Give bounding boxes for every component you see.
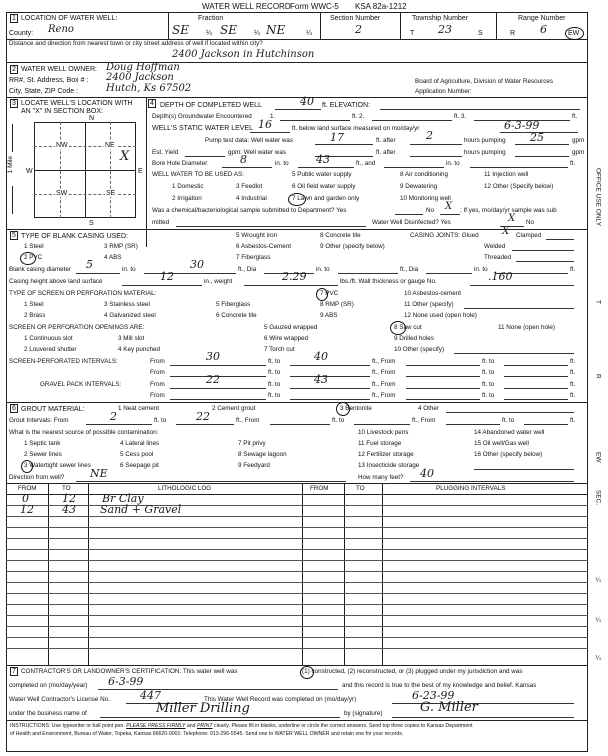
- how-many-feet-label: How many feet?: [358, 474, 404, 481]
- gravel-ft-from: ft., From: [372, 381, 396, 388]
- blank-ft-3: ft.: [570, 266, 576, 273]
- casing-option: 9 Other (specify below): [320, 243, 385, 250]
- signature-label: by (signature): [344, 710, 383, 717]
- use-option: 4 Industrial: [236, 195, 267, 202]
- blank-diameter-label: Blank casing diameter: [9, 266, 71, 273]
- range-value: 6: [540, 23, 547, 36]
- contam-option: 9 Feedyard: [238, 462, 270, 469]
- one-mile-label: 1 Mile: [7, 156, 14, 174]
- gravel-ft-2: ft.: [570, 392, 576, 399]
- section-box-w: W: [26, 168, 33, 175]
- casing-pvc-circle: [20, 252, 36, 265]
- section-box-e: E: [138, 168, 143, 175]
- grout-option: 3 Bentonite: [340, 405, 372, 412]
- owner-value: Doug Hoffman: [106, 62, 180, 73]
- gravel-ft-to: ft. to: [268, 381, 281, 388]
- grout-material-label: GROUT MATERIAL:: [21, 406, 85, 413]
- contam-option: 1 Septic tank: [24, 440, 61, 447]
- screen-option: 12 None used (open hole): [404, 312, 477, 319]
- depth-value: 40: [300, 95, 314, 108]
- license-value: 447: [140, 689, 161, 702]
- opening-option: 6 Wire wrapped: [264, 335, 309, 342]
- perf-ft-from: ft., From: [372, 358, 396, 365]
- gw-2: ft. 2.: [352, 113, 365, 120]
- form-title: WATER WELL RECORD: [202, 2, 291, 11]
- opening-option: 11 None (open hole): [498, 324, 555, 331]
- fraction-3: NE: [266, 23, 286, 37]
- use-option: 7 Lawn and garden only: [292, 195, 360, 202]
- casing-option: 3 RMP (SR): [104, 243, 138, 250]
- log-header-from: FROM: [18, 485, 37, 492]
- grout-ft: ft.: [570, 417, 576, 424]
- township-value: 23: [438, 23, 452, 36]
- opening-option: 9 Drilled holes: [394, 335, 434, 342]
- contam-option: 7 Pit privy: [238, 440, 266, 447]
- screen-option: 7 PVC: [320, 290, 339, 297]
- use-option: 10 Monitoring well: [400, 195, 451, 202]
- chem-rest: ; If yes, mo/day/yr sample was sub: [460, 207, 557, 214]
- blank-diameter-value: 5: [86, 258, 93, 271]
- est-gpm-label: gpm: Well water was: [228, 149, 286, 156]
- section-4-number: 4: [150, 100, 154, 107]
- pump-hours: 2: [426, 129, 433, 142]
- contam-option: 10 Livestock pens: [358, 429, 409, 436]
- openings-label: SCREEN OR PERFORATION OPENINGS ARE:: [9, 324, 145, 331]
- gpm-label: gpm: [572, 137, 585, 144]
- gw-ft: ft.: [572, 113, 578, 120]
- side-t-label: T: [594, 300, 602, 304]
- joints-threaded: Threaded: [484, 254, 511, 261]
- casing-option: 7 Fiberglass: [236, 254, 271, 261]
- contam-option: 5 Cess pool: [120, 451, 154, 458]
- opening-option: 10 Other (specify): [394, 346, 445, 353]
- static-level-label: WELL'S STATIC WATER LEVEL: [152, 125, 254, 132]
- grout-ft-to-2: ft. to: [332, 417, 345, 424]
- screen-option: 1 Steel: [24, 301, 44, 308]
- disinfected-label: Water Well Disinfected? Yes: [372, 219, 451, 226]
- casing-option: 8 Concrete tile: [320, 232, 361, 239]
- perforated-intervals-label: SCREEN-PERFORATED INTERVALS:: [9, 358, 118, 365]
- gravel-from-label-2: From: [150, 392, 165, 399]
- license-label: Water Well Contractor's License No.: [9, 696, 110, 703]
- gauge-value: .160: [488, 270, 513, 283]
- opening-option: 1 Continuous slot: [24, 335, 73, 342]
- blank-ft-dia: ft., Dia: [238, 266, 257, 273]
- casing-height-label: Casing height above land surface: [9, 278, 103, 285]
- section-2-number: 2: [12, 66, 16, 73]
- grout-intervals-label: Grout Intervals: From: [9, 417, 69, 424]
- opening-option: 4 Key punched: [118, 346, 161, 353]
- gravel-from-label: From: [150, 381, 165, 388]
- wall-thickness-label: lbs./ft. Wall thickness or gauge No.: [340, 278, 437, 285]
- instructions-and: and: [186, 723, 196, 729]
- static-level-value: 16: [258, 118, 272, 131]
- section-1-number: 1: [12, 15, 16, 22]
- casing-option: 2 PVC: [24, 254, 43, 261]
- log-row-0-from: 0: [22, 492, 29, 505]
- contam-option: 6 Seepage pit: [120, 462, 159, 469]
- casing-option: 6 Asbestos-Cement: [236, 243, 291, 250]
- log-row-1-to: 43: [62, 503, 76, 516]
- completed-on-value: 6-3-99: [108, 675, 144, 688]
- side-ew-label: EW: [594, 452, 602, 463]
- gravel-ft-to-3: ft. to: [268, 392, 281, 399]
- contam-option: 11 Fuel storage: [358, 440, 402, 447]
- contam-option: 16 Other (specify below): [474, 451, 543, 458]
- perf-from-value: 30: [206, 350, 220, 363]
- business-name-label: under the business name of: [9, 710, 87, 717]
- quarter-mark-1: ¼: [206, 30, 212, 37]
- bore-hole-label: Bore Hole Diameter: [152, 160, 208, 167]
- section-number-value: 2: [355, 23, 362, 36]
- grout-bentonite-circle: [336, 402, 350, 416]
- screen-option: 8 RMP (SR): [320, 301, 354, 308]
- gw-3: ft. 3.: [454, 113, 467, 120]
- use-option: 12 Other (Specify below): [484, 183, 554, 190]
- contam-option: 4 Lateral lines: [120, 440, 160, 447]
- township-s: S: [478, 30, 483, 37]
- perf-from-label-2: From: [150, 369, 165, 376]
- casing-weight-label: in., weight: [204, 278, 233, 285]
- instructions-line-1: [10, 724, 473, 729]
- bore-ft-and: ft., and: [356, 160, 376, 167]
- instructions-text: INSTRUCTIONS: Use typewriter or ball point pen.: [10, 723, 125, 729]
- gravel-ft: ft.: [570, 381, 576, 388]
- range-direction: EW: [568, 30, 580, 37]
- est-after: ft. after: [376, 149, 396, 156]
- grout-ft-to-3: ft. to: [502, 417, 515, 424]
- screen-pvc-circle: [316, 288, 328, 301]
- casing-joints-label: CASING JOINTS: Glued: [410, 232, 479, 239]
- chem-mitted: mitted: [152, 219, 170, 226]
- quadrant-se: SE: [106, 190, 116, 197]
- hours-pumping: hours pumping: [464, 137, 506, 144]
- instructions-print: PRINT: [196, 723, 213, 729]
- county-value: Reno: [48, 24, 74, 35]
- use-option: 3 Feedlot: [236, 183, 263, 190]
- static-date: 6-3-99: [504, 119, 540, 132]
- instructions-line-2: of Health and Environment, Bureau of Water, Topeka, Kansas 66620-0001: Telephone: 913-296-5545. Send one to WATER WELL OWNER and retain one for your records.: [10, 731, 404, 737]
- perf-ft-2: ft.: [570, 369, 576, 376]
- certification-label: CONTRACTOR'S OR LANDOWNER'S CERTIFICATION: This water well was: [21, 668, 238, 675]
- contam-watertight-circle: [21, 460, 33, 473]
- use-option: 8 Air conditioning: [400, 171, 448, 178]
- section-7-number: 7: [12, 668, 16, 675]
- grout-option: 2 Cement grout: [212, 405, 256, 412]
- casing-option: 4 ABS: [104, 254, 122, 261]
- casing-option: 1 Steel: [24, 243, 44, 250]
- opening-option: 2 Louvered shutter: [24, 346, 77, 353]
- record-completed-label: This Water Well Record was completed on (mo/day/yr): [204, 696, 357, 703]
- board-label: Board of Agriculture, Division of Water Resources: [415, 78, 554, 85]
- screen-option: 3 Stainless steel: [104, 301, 150, 308]
- section-number-label: Section Number: [330, 15, 381, 22]
- screen-option: 2 Brass: [24, 312, 46, 319]
- section-3-number: 3: [12, 100, 16, 107]
- screen-option: 4 Galvanized steel: [104, 312, 156, 319]
- side-quarter-3: ¼: [594, 655, 602, 662]
- use-option: 11 Injection well: [484, 171, 529, 178]
- log-row-1-desc: Sand + Gravel: [100, 503, 182, 516]
- quadrant-nw: NW: [56, 142, 68, 149]
- perf-from-label: From: [150, 358, 165, 365]
- side-quarter-1: ¼: [594, 577, 602, 584]
- contam-option: 12 Fertilizer storage: [358, 451, 414, 458]
- log-header-to: TO: [62, 485, 71, 492]
- perf-ft-to-3: ft. to: [268, 369, 281, 376]
- opening-option: 7 Torch cut: [264, 346, 295, 353]
- blank-in-to-3: in. to: [474, 266, 488, 273]
- casing-option: 5 Wrought iron: [236, 232, 278, 239]
- joints-clamped: Clamped: [516, 232, 542, 239]
- perf-ft-to-4: ft. to: [482, 369, 495, 376]
- range-r: R: [510, 30, 516, 37]
- disinfected-no: No: [526, 219, 535, 226]
- perf-ft-to-2: ft. to: [482, 358, 495, 365]
- static-below-label: ft. below land surface measured on mo/day/yr: [292, 125, 420, 132]
- grout-ft-from-2: ft., From: [412, 417, 436, 424]
- log-header-lithologic: LITHOLOGIC LOG: [158, 485, 212, 492]
- disinfected-x: X: [508, 213, 516, 224]
- est-yield-label: Est. Yield: [152, 149, 179, 156]
- casing-type-label: TYPE OF BLANK CASING USED:: [21, 233, 128, 240]
- gravel-ft-to-4: ft. to: [482, 392, 495, 399]
- section-box-s: S: [89, 220, 94, 227]
- grout-to-value: 22: [196, 410, 210, 423]
- est-hours-pumping: hours pumping: [464, 149, 506, 156]
- contam-option: 14 Abandoned water well: [474, 429, 545, 436]
- fraction-label: Fraction: [198, 15, 224, 22]
- fraction-1: SE: [172, 23, 189, 37]
- section-5-number: 5: [12, 232, 16, 239]
- chem-x: X: [445, 201, 453, 212]
- distance-value: 2400 Jackson in Hutchinson: [172, 49, 315, 60]
- bore-in-to: in. to: [275, 160, 289, 167]
- contam-option: 2 Sewer lines: [24, 451, 62, 458]
- log-header-plug-to: TO: [356, 485, 365, 492]
- direction-label: Direction from well?: [9, 474, 65, 481]
- county-label: County:: [9, 30, 34, 37]
- business-name-value: Miller Drilling: [156, 701, 250, 716]
- perf-ft: ft.: [570, 358, 576, 365]
- opening-option: 5 Gauzed wrapped: [264, 324, 318, 331]
- office-use-only-label: OFFICE USE ONLY: [594, 168, 602, 227]
- chem-no: No: [426, 207, 435, 214]
- range-direction-circle: [565, 27, 584, 40]
- grout-ft-from: ft., From: [236, 417, 260, 424]
- gravel-to-value: 43: [314, 373, 328, 386]
- grout-option: 1 Neat cement: [118, 405, 159, 412]
- bore-in-to-2: in. to: [446, 160, 460, 167]
- address-value: 2400 Jackson: [106, 72, 174, 83]
- casing-weight-value: 2.29: [282, 270, 307, 283]
- joints-x: X: [502, 226, 510, 237]
- pump-after: ft. after: [376, 137, 396, 144]
- log-row-0-desc: Br Clay: [102, 492, 144, 505]
- perf-ft-from-2: ft., From: [372, 369, 396, 376]
- form-number: Form WWC-5: [290, 2, 339, 11]
- gravel-ft-from-2: ft., From: [372, 392, 396, 399]
- opening-option: 8 Saw cut: [394, 324, 422, 331]
- city-value: Hutch, Ks 67502: [106, 83, 192, 94]
- quadrant-sw: SW: [56, 190, 68, 197]
- contamination-label: What is the nearest source of possible contamination:: [9, 429, 159, 436]
- perf-to-value: 40: [314, 350, 328, 363]
- log-row-0-to: 12: [62, 492, 76, 505]
- use-option: 6 Oil field water supply: [292, 183, 356, 190]
- screen-option: 5 Fiberglass: [216, 301, 251, 308]
- gravel-from-value: 22: [206, 373, 220, 386]
- application-number-label: Application Number:: [415, 88, 472, 95]
- use-option: 9 Dewatering: [400, 183, 438, 190]
- side-quarter-2: ¼: [594, 617, 602, 624]
- opening-option: 3 Mill slot: [118, 335, 145, 342]
- log-header-plugging: PLUGGING INTERVALS: [436, 485, 506, 492]
- address-label: RR#, St. Address, Box # :: [9, 77, 89, 84]
- grout-from-value: 2: [110, 410, 117, 423]
- use-option: 1 Domestic: [172, 183, 204, 190]
- pump-gpm: 25: [530, 131, 544, 144]
- owner-label: WATER WELL OWNER:: [21, 66, 97, 73]
- pump-test-label: Pump test data: Well water was: [205, 137, 294, 144]
- screen-option: 11 Other (specify): [404, 301, 454, 308]
- township-t: T: [410, 30, 415, 37]
- screen-option: 10 Asbestos-cement: [404, 290, 462, 297]
- quarter-mark-2: ¼: [254, 30, 260, 37]
- side-sec-label: SEC.: [594, 490, 602, 506]
- contam-option: 13 Insecticide storage: [358, 462, 420, 469]
- screen-option: 6 Concrete tile: [216, 312, 257, 319]
- signature-value: G. Miller: [420, 700, 478, 715]
- blank-in-to-2: in. to: [316, 266, 330, 273]
- blank-ft-dia-2: ft., Dia: [400, 266, 419, 273]
- grout-ft-to: ft. to: [154, 417, 167, 424]
- certification-text-2: and this record is true to the best of my knowledge and belief. Kansas: [342, 682, 537, 689]
- use-option: 5 Public water supply: [292, 171, 352, 178]
- range-label: Range Number: [518, 15, 566, 22]
- depth-label: DEPTH OF COMPLETED WELL: [160, 102, 262, 109]
- pump-value: 17: [330, 131, 344, 144]
- screen-material-label: TYPE OF SCREEN OR PERFORATION MATERIAL:: [9, 290, 157, 297]
- instructions-press: PLEASE PRESS FIRMLY: [126, 723, 186, 729]
- bore-ft-end: ft.: [570, 160, 576, 167]
- locate-label: LOCATE WELL'S LOCATION WITH: [21, 100, 133, 107]
- city-label: City, State, ZIP Code :: [9, 88, 78, 95]
- distance-label: Distance and direction from nearest town or city street address of well if located within city?: [9, 40, 263, 47]
- use-option: 2 Irrigation: [172, 195, 202, 202]
- log-row-1-from: 12: [20, 503, 34, 516]
- locate-label-2: AN "X" IN SECTION BOX:: [21, 108, 103, 115]
- fraction-2: SE: [220, 23, 237, 37]
- blank-in-to: in. to: [122, 266, 136, 273]
- chem-sample-label: Was a chemical/bacteriological sample submitted to Department? Yes: [152, 207, 347, 214]
- elevation-label: ft. ELEVATION:: [322, 102, 370, 109]
- contam-option: 15 Oil well/Gas well: [474, 440, 529, 447]
- groundwater-label: Depth(s) Groundwater Encountered: [152, 113, 252, 120]
- use-lawn-circle: [288, 193, 306, 206]
- bore-diameter: 8: [240, 153, 247, 166]
- completed-on-label: completed on (mo/day/year): [9, 682, 88, 689]
- joints-welded: Welded: [484, 243, 506, 250]
- ksa-number: KSA 82a-1212: [355, 2, 407, 11]
- quadrant-ne: NE: [105, 142, 115, 149]
- opening-saw-cut-circle: [390, 321, 406, 335]
- screen-option: 9 ABS: [320, 312, 338, 319]
- blank-to-value: 30: [190, 258, 204, 271]
- lithologic-log-table: [6, 483, 588, 665]
- certification-text-1: (1) constructed, (2) reconstructed, or (3) plugged under my jurisdiction and was: [302, 668, 523, 675]
- gw-1: 1.: [270, 113, 276, 120]
- grout-option: 4 Other: [418, 405, 439, 412]
- section-box-n: N: [89, 115, 95, 122]
- casing-height-value: 12: [160, 270, 174, 283]
- direction-value: NE: [90, 467, 108, 480]
- gravel-pack-label: GRAVEL PACK INTERVALS:: [40, 381, 122, 388]
- log-header-plug-from: FROM: [310, 485, 329, 492]
- location-x-mark: X: [120, 149, 130, 164]
- side-r-label: R: [594, 374, 602, 379]
- section-6-number: 6: [12, 405, 16, 412]
- location-label: LOCATION OF WATER WELL:: [21, 15, 118, 22]
- water-use-label: WELL WATER TO BE USED AS:: [152, 171, 244, 178]
- record-completed-value: 6-23-99: [412, 689, 455, 702]
- perf-ft-to: ft. to: [268, 358, 281, 365]
- contam-option: 8 Sewage lagoon: [238, 451, 287, 458]
- instructions-text-2: clearly. Please fill in blanks, underline or circle the correct answers. Send top three copies to Kansas Department: [213, 723, 473, 729]
- est-gpm: gpm: [572, 149, 585, 156]
- gravel-ft-to-2: ft. to: [482, 381, 495, 388]
- contam-option: 3 Watertight sewer lines: [24, 462, 91, 469]
- township-label: Township Number: [412, 15, 469, 22]
- quarter-mark-3: ¼: [306, 30, 312, 37]
- bore-to-depth: 43: [316, 153, 330, 166]
- how-many-feet-value: 40: [420, 467, 434, 480]
